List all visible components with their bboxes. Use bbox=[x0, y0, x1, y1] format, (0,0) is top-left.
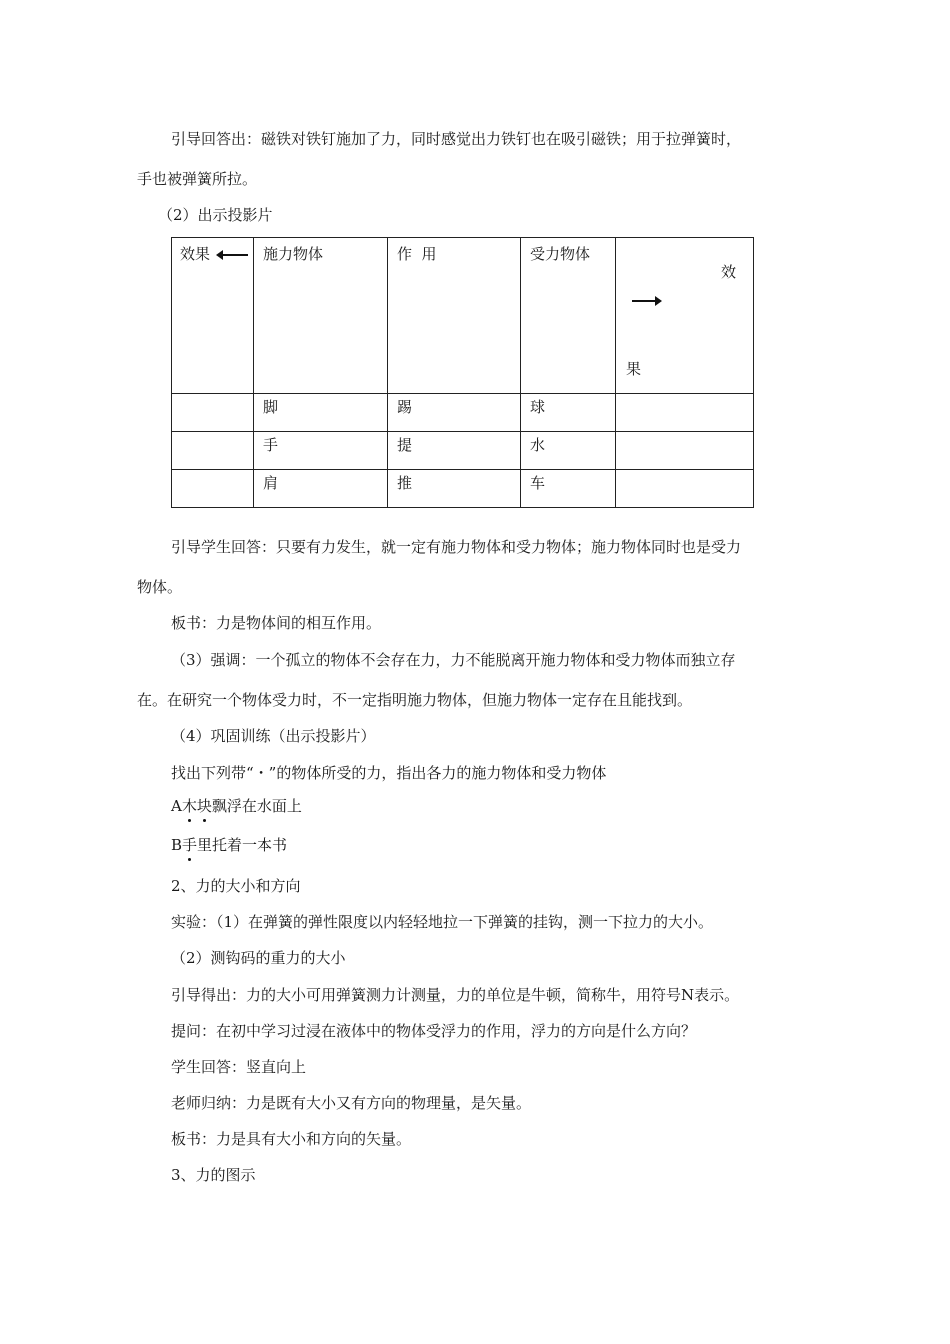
table-cell-receiver bbox=[521, 469, 616, 507]
table-cell-agent bbox=[254, 393, 388, 431]
item-b-prefix: B bbox=[171, 836, 183, 854]
header-effect-right bbox=[616, 238, 754, 394]
table-cell-empty bbox=[172, 469, 254, 507]
paragraph-4: 板书：力是物体间的相互作用。 bbox=[171, 614, 382, 632]
paragraph-3-line-1: 引导学生回答：只要有力发生，就一定有施力物体和受力物体；施力物体同时也是受力 bbox=[171, 538, 742, 556]
table-header-row bbox=[172, 238, 754, 394]
table-row bbox=[172, 431, 754, 469]
cell-receiver-text: 水 bbox=[530, 435, 546, 454]
paragraph-1-line-2: 手也被弹簧所拉。 bbox=[137, 170, 258, 188]
header-agent bbox=[254, 238, 388, 394]
emphasis-char: 手 bbox=[182, 836, 198, 854]
section-heading-2: 2、力的大小和方向 bbox=[171, 877, 301, 895]
header-effect-left bbox=[172, 238, 254, 394]
item-a-rest: 飘浮在水面上 bbox=[211, 797, 302, 815]
table-row bbox=[172, 469, 754, 507]
paragraph-2: （2）出示投影片 bbox=[158, 206, 273, 224]
paragraph-14: 提问：在初中学习过浸在液体中的物体受浮力的作用，浮力的方向是什么方向？ bbox=[171, 1022, 697, 1040]
table-cell-empty bbox=[616, 469, 754, 507]
table-cell-empty bbox=[172, 431, 254, 469]
item-b-rest: 里托着一本书 bbox=[197, 836, 288, 854]
paragraph-17: 板书：力是具有大小和方向的矢量。 bbox=[171, 1130, 412, 1148]
header-effect-right-top: 效 bbox=[721, 263, 737, 281]
arrow-right-icon bbox=[632, 300, 656, 302]
header-receiver bbox=[521, 238, 616, 394]
table-cell-empty bbox=[172, 393, 254, 431]
paragraph-13: 引导得出：力的大小可用弹簧测力计测量，力的单位是牛顿，简称牛，用符号N表示。 bbox=[171, 986, 740, 1004]
paragraph-5-line-2: 在。在研究一个物体受力时，不一定指明施力物体，但施力物体一定存在且能找到。 bbox=[137, 691, 693, 709]
emphasis-char: 木 bbox=[181, 797, 197, 815]
paragraph-1-line-1: 引导回答出：磁铁对铁钉施加了力，同时感觉出力铁钉也在吸引磁铁；用于拉弹簧时， bbox=[171, 130, 742, 148]
paragraph-8 bbox=[171, 796, 302, 816]
emphasis-char: 块 bbox=[196, 797, 212, 815]
table-cell-empty bbox=[616, 393, 754, 431]
paragraph-12: （2）测钩码的重力的大小 bbox=[171, 949, 346, 967]
header-action bbox=[388, 238, 521, 394]
table-cell-receiver bbox=[521, 431, 616, 469]
paragraph-6: （4）巩固训练（出示投影片） bbox=[171, 727, 376, 745]
section-heading-3: 3、力的图示 bbox=[171, 1166, 256, 1184]
arrow-left-icon bbox=[222, 254, 248, 256]
header-effect-right-bottom: 果 bbox=[626, 360, 642, 378]
paragraph-7: 找出下列带“・”的物体所受的力，指出各力的施力物体和受力物体 bbox=[171, 764, 607, 782]
table-cell-receiver bbox=[521, 393, 616, 431]
table-cell-action bbox=[388, 431, 521, 469]
table-cell-agent bbox=[254, 469, 388, 507]
cell-action-text: 推 bbox=[397, 473, 413, 492]
table-cell-agent bbox=[254, 431, 388, 469]
paragraph-16: 老师归纳：力是既有大小又有方向的物理量，是矢量。 bbox=[171, 1094, 532, 1112]
paragraph-15: 学生回答：竖直向上 bbox=[171, 1058, 307, 1076]
cell-receiver-text: 车 bbox=[530, 473, 546, 492]
header-agent-label: 施力物体 bbox=[263, 245, 324, 263]
cell-receiver-text: 球 bbox=[530, 397, 546, 416]
cell-action-text: 踢 bbox=[397, 397, 413, 416]
header-receiver-label: 受力物体 bbox=[530, 245, 591, 263]
cell-agent-text: 手 bbox=[263, 435, 279, 454]
table-cell-action bbox=[388, 469, 521, 507]
paragraph-3-line-2: 物体。 bbox=[137, 578, 183, 596]
cell-agent-text: 肩 bbox=[263, 473, 279, 492]
paragraph-11: 实验：（1）在弹簧的弹性限度以内轻轻地拉一下弹簧的挂钩，测一下拉力的大小。 bbox=[171, 913, 714, 931]
table-cell-empty bbox=[616, 431, 754, 469]
cell-agent-text: 脚 bbox=[263, 397, 279, 416]
header-effect-left-label: 效果 bbox=[180, 245, 211, 263]
table-cell-action bbox=[388, 393, 521, 431]
force-table bbox=[171, 237, 754, 508]
item-a-prefix: A bbox=[171, 797, 182, 815]
cell-action-text: 提 bbox=[397, 435, 413, 454]
header-action-label: 作 用 bbox=[397, 245, 437, 263]
paragraph-5-line-1: （3）强调：一个孤立的物体不会存在力，力不能脱离开施力物体和受力物体而独立存 bbox=[171, 651, 736, 669]
paragraph-9 bbox=[171, 835, 287, 855]
table-row bbox=[172, 393, 754, 431]
